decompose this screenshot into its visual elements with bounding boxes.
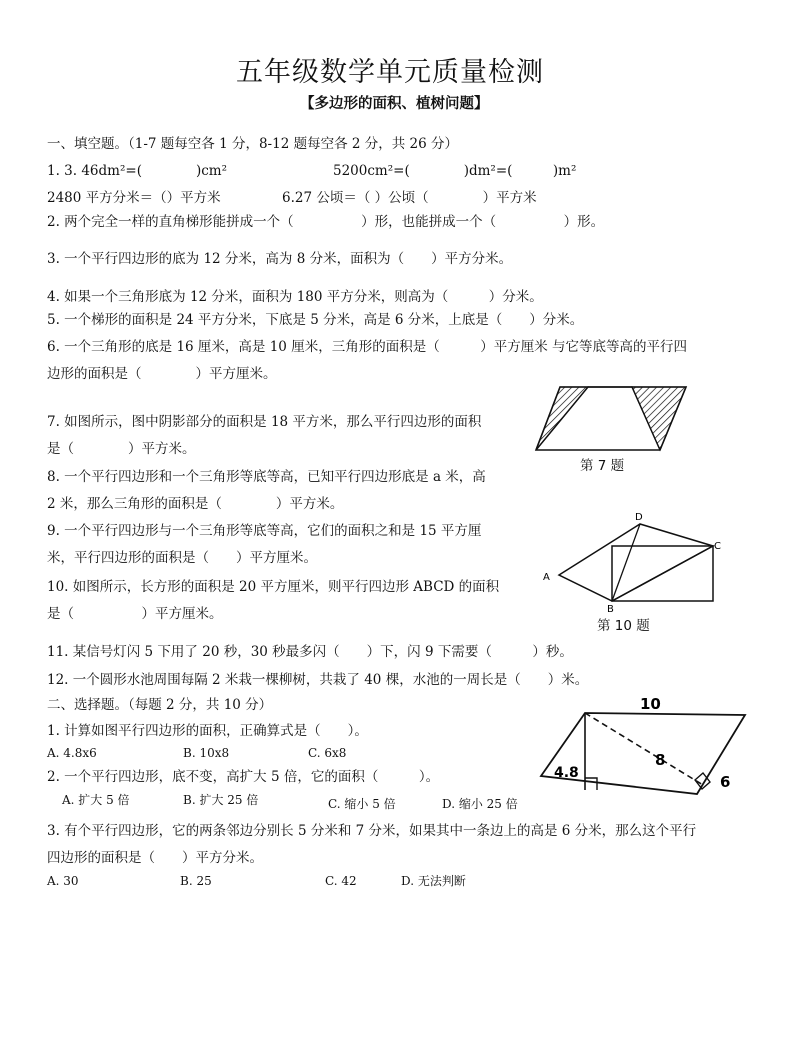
question-6a: 6. 一个三角形的底是 16 厘米，高是 10 厘米，三角形的面积是（ ）平方厘米 与它等底等高的平行四 bbox=[47, 339, 687, 355]
question-9a: 9. 一个平行四边形与一个三角形等底等高，它们的面积之和是 15 平方厘 bbox=[47, 523, 482, 539]
question-12: 12. 一个圆形水池周围每隔 2 米栽一棵柳树，共栽了 40 棵，水池的一周长是（ ）米。 bbox=[47, 672, 589, 688]
choice-1-label-height: 4.8 bbox=[554, 765, 579, 781]
figure-10-diagram bbox=[543, 511, 723, 616]
page-title: 五年级数学单元质量检测 bbox=[236, 57, 544, 88]
question-3: 3. 一个平行四边形的底为 12 分米，高为 8 分米，面积为（ ）平方分米。 bbox=[47, 251, 513, 267]
question-9b: 米，平行四边形的面积是（ ）平方厘米。 bbox=[47, 550, 317, 566]
question-6b: 边形的面积是（ ）平方厘米。 bbox=[47, 366, 277, 382]
figure-10-label-b: B bbox=[607, 604, 614, 615]
page-subtitle: 【多边形的面积、植树问题】 bbox=[300, 96, 489, 112]
choice-3-option-c: C. 42 bbox=[325, 874, 357, 888]
figure-10-diagonal-db bbox=[612, 524, 640, 601]
question-4: 4. 如果一个三角形底为 12 分米，面积为 180 平方分米，则高为（ ）分米。 bbox=[47, 289, 543, 305]
question-5: 5. 一个梯形的面积是 24 平方分米，下底是 5 分米，高是 6 分米，上底是（ ）分米。 bbox=[47, 312, 584, 328]
figure-7-diagram bbox=[532, 384, 692, 456]
figure-10-label-c: C bbox=[714, 541, 721, 552]
figure-10-caption: 第 10 题 bbox=[597, 618, 650, 634]
section2-heading: 二、选择题。（每题 2 分，共 10 分） bbox=[47, 697, 273, 713]
question-1d: 6.27 公顷＝（ ）公顷（ ）平方米 bbox=[282, 190, 537, 206]
choice-1-parallelogram bbox=[541, 713, 745, 794]
figure-10-label-d: D bbox=[635, 512, 643, 523]
choice-3-option-b: B. 25 bbox=[180, 874, 212, 888]
choice-2-option-b: B. 扩大 25 倍 bbox=[183, 793, 259, 807]
choice-2-option-a: A. 扩大 5 倍 bbox=[62, 793, 130, 807]
choice-question-1: 1. 计算如图平行四边形的面积，正确算式是（ ）。 bbox=[47, 723, 368, 739]
choice-1-option-a: A. 4.8x6 bbox=[47, 746, 97, 760]
question-1a: 1. 3. 46dm²=( )cm² bbox=[47, 163, 227, 179]
question-8b: 2 米，那么三角形的面积是（ ）平方米。 bbox=[47, 496, 344, 512]
question-11: 11. 某信号灯闪 5 下用了 20 秒，30 秒最多闪（ ）下，闪 9 下需要（ ）秒。 bbox=[47, 644, 573, 660]
question-2: 2. 两个完全一样的直角梯形能拼成一个（ ）形，也能拼成一个（ ）形。 bbox=[47, 214, 605, 230]
choice-3-option-d: D. 无法判断 bbox=[401, 874, 466, 888]
choice-1-label-top: 10 bbox=[640, 695, 661, 713]
section1-heading: 一、填空题。（1-7 题每空各 1 分，8-12 题每空各 2 分，共 26 分） bbox=[47, 136, 459, 152]
choice-question-3a: 3. 有个平行四边形，它的两条邻边分别长 5 分米和 7 分米，如果其中一条边上的高是 6 分米，那么这个平行 bbox=[47, 823, 697, 839]
choice-1-right-angle-bottom bbox=[585, 778, 597, 790]
choice-2-option-c: C. 缩小 5 倍 bbox=[328, 797, 396, 811]
choice-2-option-d: D. 缩小 25 倍 bbox=[442, 797, 518, 811]
question-7a: 7. 如图所示，图中阴影部分的面积是 18 平方米，那么平行四边形的面积 bbox=[47, 414, 482, 430]
choice-1-option-b: B. 10x8 bbox=[183, 746, 230, 760]
question-1c: 2480 平方分米＝（）平方米 bbox=[47, 190, 221, 206]
choice-question-2: 2. 一个平行四边形，底不变，高扩大 5 倍，它的面积（ ）。 bbox=[47, 769, 440, 785]
choice-1-option-c: C. 6x8 bbox=[308, 746, 347, 760]
figure-10-diagonal-bc bbox=[612, 546, 713, 601]
choice-1-label-diagonal: 8 bbox=[655, 751, 666, 769]
question-8a: 8. 一个平行四边形和一个三角形等底等高，已知平行四边形底是 a 米，高 bbox=[47, 469, 486, 485]
question-1b: 5200cm²=( )dm²=( )m² bbox=[333, 163, 577, 179]
choice-1-label-side: 6 bbox=[720, 773, 731, 791]
question-10a: 10. 如图所示，长方形的面积是 20 平方厘米，则平行四边形 ABCD 的面积 bbox=[47, 579, 500, 595]
figure-7-caption: 第 7 题 bbox=[580, 458, 625, 474]
question-10b: 是（ ）平方厘米。 bbox=[47, 606, 223, 622]
choice-question-3b: 四边形的面积是（ ）平方分米。 bbox=[47, 850, 263, 866]
choice-1-diagram bbox=[540, 695, 760, 797]
choice-1-diagonal-dashed bbox=[585, 713, 703, 785]
figure-10-label-a: A bbox=[543, 572, 550, 583]
choice-3-option-a: A. 30 bbox=[47, 874, 79, 888]
question-7b: 是（ ）平方米。 bbox=[47, 441, 196, 457]
figure-7-shade-right bbox=[632, 387, 686, 450]
